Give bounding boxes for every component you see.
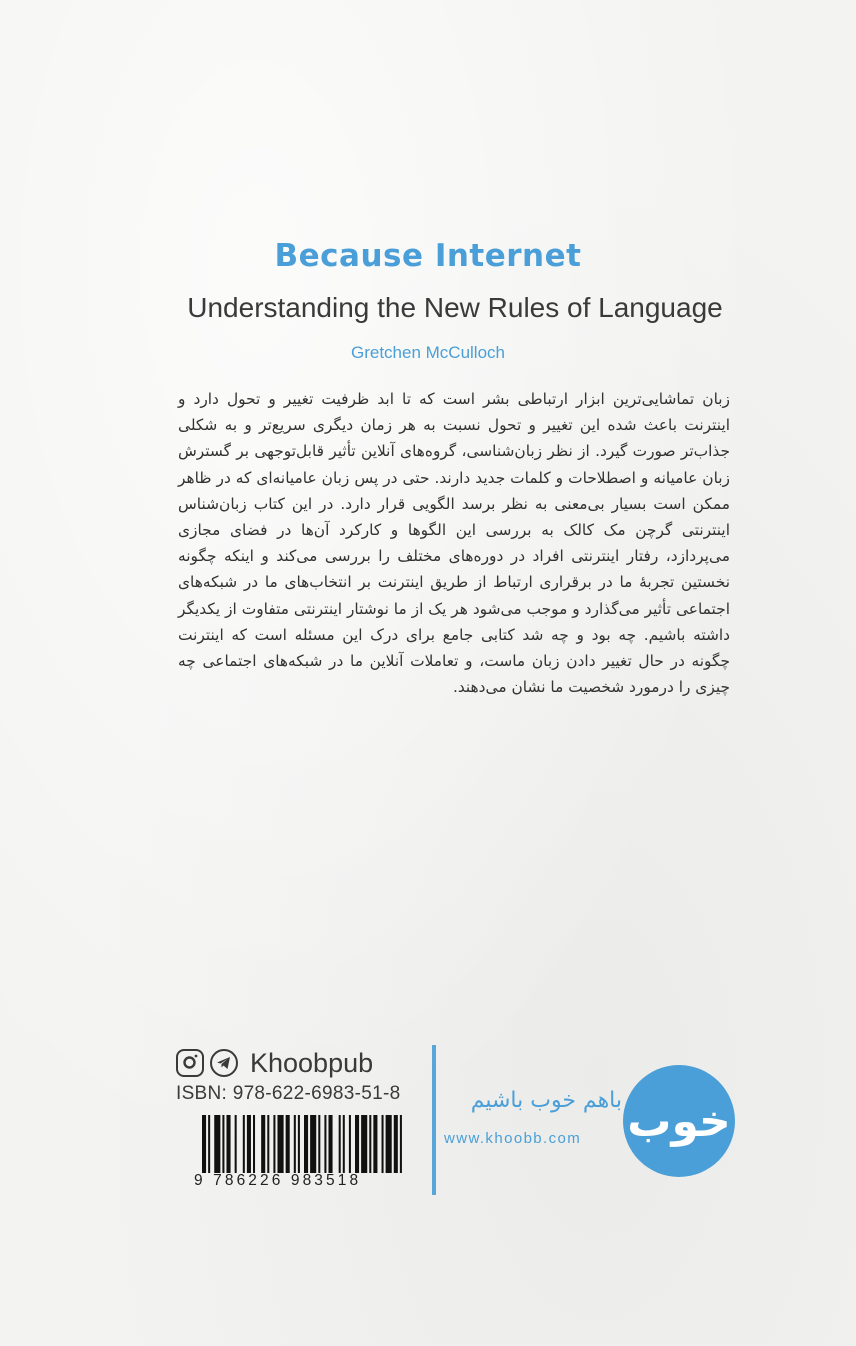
- barcode-bar: [294, 1115, 296, 1173]
- barcode-bar: [208, 1115, 210, 1173]
- barcode-bar: [222, 1115, 224, 1173]
- barcode-bar: [318, 1115, 320, 1173]
- barcode-bar: [273, 1115, 275, 1173]
- isbn-number: ISBN: 978-622-6983-51-8: [176, 1083, 401, 1104]
- svg-text:خوب: خوب: [627, 1096, 731, 1147]
- book-author: Gretchen McCulloch: [350, 343, 505, 362]
- telegram-icon: [210, 1049, 238, 1077]
- barcode-bar: [243, 1115, 245, 1173]
- social-links: [176, 1047, 373, 1079]
- barcode-bar: [277, 1115, 283, 1173]
- barcode-bar: [214, 1115, 220, 1173]
- barcode-bar: [310, 1115, 316, 1173]
- barcode-digits: 9 786226 983518: [194, 1172, 362, 1189]
- publisher-website: www.khoobb.com: [444, 1130, 582, 1147]
- barcode-bar: [369, 1115, 371, 1173]
- barcode-bar: [261, 1115, 265, 1173]
- barcode-bar: [226, 1115, 230, 1173]
- barcode-bar: [267, 1115, 269, 1173]
- instagram-icon: [176, 1049, 204, 1077]
- barcode-bar: [394, 1115, 398, 1173]
- barcode-bar: [386, 1115, 392, 1173]
- barcode-bar: [373, 1115, 377, 1173]
- publisher-logo: [620, 1062, 738, 1180]
- book-subtitle: Understanding the New Rules of Language: [187, 292, 723, 323]
- barcode-bar: [286, 1115, 290, 1173]
- publisher-slogan: باهم خوب باشیم: [470, 1088, 622, 1113]
- barcode-bar: [328, 1115, 332, 1173]
- barcode-bar: [355, 1115, 359, 1173]
- barcode-bar: [324, 1115, 326, 1173]
- book-title: Because Internet: [274, 238, 582, 274]
- barcode-bar: [202, 1115, 206, 1173]
- barcode-bar: [304, 1115, 308, 1173]
- divider-line: [432, 1045, 436, 1195]
- barcode-bar: [253, 1115, 255, 1173]
- barcode-bar: [361, 1115, 367, 1173]
- barcode-bar: [339, 1115, 341, 1173]
- barcode-bar: [343, 1115, 345, 1173]
- barcode: [202, 1115, 406, 1173]
- barcode-bar: [298, 1115, 300, 1173]
- barcode-bar: [382, 1115, 384, 1173]
- barcode-bar: [247, 1115, 251, 1173]
- book-blurb: زبان تماشایی‌ترین ابزار ارتباطی بشر است که تا ابد ظرفیت تغییر و تحول دارد و اینترنت باعث شده این تغییر و تحول نسبت به هر زمان دیگری سریع‌تر و به شکلی جذاب‌تر صورت گیرد. از نظر زبان‌شناسی، گروه‌های آنلاین تأثیر قابل‌توجهی بر گسترش زبان عامیانه و اصطلاحات و کلمات جدید دارند. حتی در پس زبان عامیانه‌ای که در ظاهر ممکن است بسیار بی‌معنی به نظر برسد الگویی قرار دارد. در این کتاب زبان‌شناس اینترنتی گرچن مک کالک به بررسی این الگوها و کارکرد آن‌ها در فضای مجازی می‌پردازد، رفتار اینترنتی افراد در دوره‌های مختلف را بررسی می‌کند و اینکه چگونه نخستین تجربهٔ ما در برقراری ارتباط از طریق اینترنت بر انتخاب‌های ما در شبکه‌های اجتماعی تأثیر می‌گذارد و موجب می‌شود هر یک از ما نوشتار اینترنتی متفاوت از یکدیگر داشته باشیم. چه بود و چه شد کتابی جامع برای درک این مسئله است که اینترنت چگونه در حال تغییر دادن زبان ماست، و تعاملات آنلاین ما در شبکه‌های اجتماعی چه چیزی را درمورد شخصیت ما نشان می‌دهند.: [178, 390, 730, 697]
- barcode-bar: [400, 1115, 402, 1173]
- barcode-bar: [235, 1115, 237, 1173]
- barcode-bar: [349, 1115, 351, 1173]
- publisher-brand: Khoobpub: [250, 1047, 374, 1078]
